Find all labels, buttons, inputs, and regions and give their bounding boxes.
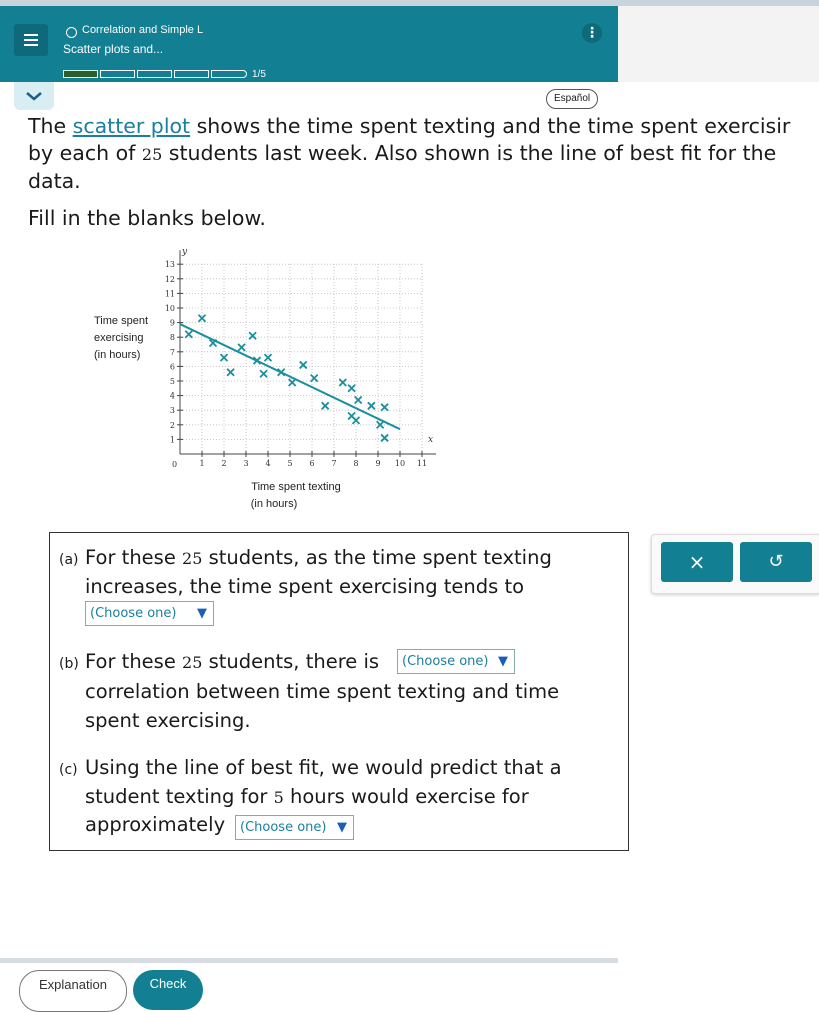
y-tick-label: 6 (169, 362, 175, 372)
y-axis-title: exercising (94, 332, 144, 344)
origin-label: 0 (172, 460, 178, 469)
y-axis-variable: y (182, 247, 188, 258)
dropdown-arrow-icon: ▼ (197, 606, 207, 621)
question-text: hours would exercise for (283, 785, 529, 808)
problem-prompt (28, 113, 819, 195)
x-tick-label: 10 (394, 459, 406, 468)
prompt-line-3: data. (28, 169, 81, 193)
data-point (381, 434, 388, 441)
prompt-line-1 (28, 113, 819, 140)
collapse-tab[interactable] (14, 82, 54, 110)
data-point (368, 402, 375, 409)
prompt-text: shows the time spent texting and the time spent exercisir (190, 114, 791, 138)
circle-icon (66, 27, 77, 38)
question-c-line-2 (85, 785, 529, 808)
y-tick-label: 13 (164, 260, 175, 270)
more-options-icon[interactable]: ⋮ (582, 23, 602, 43)
data-point (339, 379, 346, 386)
question-a-dropdown[interactable] (85, 601, 214, 626)
data-point (300, 361, 307, 368)
question-b-line-2: correlation between time spent texting and time (85, 680, 560, 703)
y-tick-label: 4 (169, 391, 175, 401)
progress-label: 1/5 (252, 69, 266, 80)
question-b-label: (b) (59, 656, 79, 672)
scatter-plot (90, 240, 450, 515)
x-axis-title: Time spent texting (251, 481, 341, 493)
student-count: 25 (182, 653, 203, 672)
answer-tools-panel (651, 534, 819, 594)
y-tick-label: 1 (169, 435, 175, 445)
topic-title: Correlation and Simple L (82, 24, 204, 36)
data-point (322, 402, 329, 409)
question-text: For these (85, 650, 183, 673)
language-button[interactable]: Español (546, 89, 598, 109)
data-point (377, 421, 384, 428)
prompt-text: by each of (28, 141, 142, 165)
dropdown-arrow-icon: ▼ (337, 820, 347, 835)
question-b-line-3: spent exercising. (85, 709, 251, 732)
question-b-dropdown[interactable] (397, 649, 515, 674)
student-count: 25 (182, 549, 203, 568)
question-b-line-1 (85, 650, 379, 673)
questions-box (49, 532, 629, 851)
dropdown-arrow-icon: ▼ (498, 654, 508, 669)
x-tick-label: 2 (221, 459, 227, 468)
y-tick-label: 2 (169, 420, 175, 430)
y-tick-label: 12 (164, 274, 175, 284)
y-axis-title: Time spent (94, 315, 149, 327)
data-point (381, 404, 388, 411)
question-text: student texting for (85, 785, 274, 808)
header-bar (0, 6, 618, 82)
progress-bar (63, 70, 249, 78)
y-tick-label: 9 (169, 318, 175, 328)
chevron-down-icon (25, 91, 43, 101)
data-point (185, 331, 192, 338)
close-icon: × (688, 550, 706, 574)
data-point (348, 385, 355, 392)
x-tick-label: 7 (331, 459, 337, 468)
explanation-button[interactable]: Explanation (19, 970, 127, 1012)
question-a-line-1 (85, 546, 552, 569)
x-axis-variable: x (428, 435, 434, 445)
question-text: students, there is (202, 650, 380, 673)
x-tick-label: 3 (243, 459, 249, 468)
scatter-plot-link[interactable]: scatter plot (72, 114, 191, 138)
y-tick-label: 8 (169, 333, 175, 343)
x-tick-label: 11 (416, 459, 428, 468)
x-axis-title: (in hours) (250, 498, 298, 510)
question-c-dropdown[interactable] (235, 815, 354, 840)
progress-segment (100, 70, 135, 78)
progress-segment (63, 70, 98, 78)
question-text: For these (85, 546, 183, 569)
y-tick-label: 7 (169, 347, 175, 357)
prompt-text: The (28, 114, 73, 138)
data-point (227, 369, 234, 376)
y-tick-label: 10 (164, 304, 175, 313)
y-axis-title: (in hours) (94, 349, 141, 361)
data-point (249, 332, 256, 339)
question-text: students, as the time spent texting (202, 546, 552, 569)
y-tick-label: 3 (169, 406, 175, 416)
question-c-line-1: Using the line of best fit, we would predict that a (85, 756, 562, 779)
x-tick-label: 5 (287, 459, 293, 468)
bottom-divider (0, 958, 618, 963)
prompt-text: students last week. Also shown is the line of best fit for the (162, 141, 777, 165)
data-point (289, 379, 296, 386)
progress-segment (137, 70, 172, 78)
progress-segment (211, 70, 247, 78)
instruction-text: Fill in the blanks below. (28, 206, 266, 230)
y-tick-label: 5 (169, 377, 175, 386)
data-point (260, 370, 267, 377)
dropdown-value: (Choose one) (402, 654, 489, 669)
undo-button[interactable] (740, 542, 812, 582)
hours-value: 5 (273, 788, 284, 807)
dropdown-value: (Choose one) (90, 606, 177, 621)
x-tick-label: 6 (309, 459, 315, 468)
question-a-line-2: increases, the time spent exercising tends to (85, 575, 525, 598)
y-tick-label: 11 (164, 289, 175, 299)
subtopic-title: Scatter plots and... (63, 42, 164, 56)
dropdown-value: (Choose one) (240, 820, 327, 835)
question-c-line-3: approximately (85, 813, 226, 836)
question-c-label: (c) (59, 762, 78, 778)
check-button[interactable]: Check (133, 970, 203, 1010)
data-point (238, 344, 245, 351)
header-right-area (618, 6, 819, 82)
question-a-label: (a) (59, 552, 79, 568)
x-tick-label: 4 (265, 459, 271, 468)
student-count: 25 (141, 145, 163, 164)
undo-icon: ↺ (768, 551, 784, 572)
clear-button[interactable] (661, 542, 733, 582)
x-tick-label: 8 (353, 459, 359, 468)
progress-segment (174, 70, 209, 78)
prompt-line-2 (28, 140, 819, 168)
menu-button[interactable] (14, 24, 48, 56)
x-tick-label: 9 (375, 459, 381, 468)
x-tick-label: 1 (199, 459, 205, 468)
